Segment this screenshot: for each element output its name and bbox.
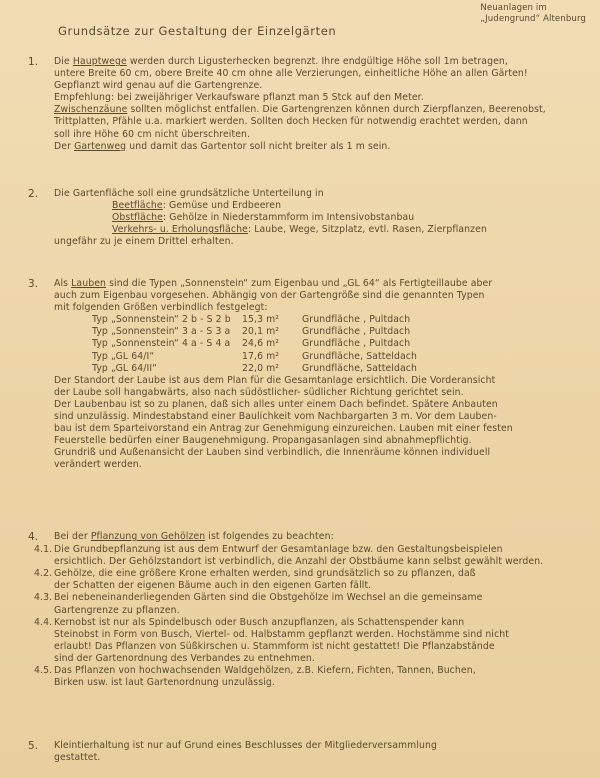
text-line: Grundriß und Außenansicht der Lauben sind verbindlich, die Innenräume können individuell bbox=[54, 447, 491, 459]
arbor-roof: Grundfläche , Pultdach bbox=[302, 338, 411, 350]
section-number: 3. bbox=[28, 278, 39, 290]
text-line: auch zum Eigenbau vorgesehen. Abhängig von der Gartengröße sind die genannten Typen bbox=[54, 290, 485, 302]
arbor-type: Typ „Sonnenstein“ 4 a - S 4 a bbox=[92, 338, 231, 350]
text-line: Beetfläche: Gemüse und Erdbeeren bbox=[112, 200, 282, 212]
arbor-area: 22,0 m² bbox=[242, 362, 280, 374]
text-line: Zwischenzäune sollten möglichst entfallen. Die Gartengrenzen können durch Zierpflanzen, Beerenobst, bbox=[54, 104, 546, 116]
text-line: untere Breite 60 cm, obere Breite 40 cm ohne alle Verzierungen, einheitliche Höhe an allen Gärten! bbox=[54, 68, 528, 80]
text-line: Gepflanzt wird genau auf die Gartengrenze. bbox=[54, 80, 263, 92]
text-line: Obstfläche: Gehölze in Niederstammform im Intensivobstanbau bbox=[112, 212, 415, 224]
text-line: Verkehrs- u. Erholungsfläche: Laube, Wege, Sitzplatz, evtl. Rasen, Zierpflanzen bbox=[112, 224, 487, 236]
arbor-roof: Grundfläche, Satteldach bbox=[302, 350, 417, 362]
arbor-type: Typ „Sonnenstein“ 2 b - S 2 b bbox=[92, 314, 231, 326]
arbor-type: Typ „GL 64/II“ bbox=[92, 362, 158, 374]
text-line: Kleintierhaltung ist nur auf Grund eines Beschlusses der Mitgliederversammlung bbox=[54, 740, 437, 751]
text-line: Die Gartenfläche soll eine grundsätzliche Unterteilung in bbox=[54, 188, 324, 199]
section-4 bbox=[28, 531, 588, 689]
arbor-roof: Grundfläche , Pultdach bbox=[302, 326, 411, 338]
text-line: der Laube soll hangabwärts, also nach südöstlicher- südlicher Richtung gerichtet sein. bbox=[54, 386, 464, 398]
text-line: Empfehlung: bei zweijähriger Verkaufsware pflanzt man 5 Stck auf den Meter. bbox=[54, 92, 424, 104]
arbor-area: 15,3 m² bbox=[242, 314, 280, 326]
arbor-roof: Grundfläche, Satteldach bbox=[302, 362, 417, 374]
arbor-area: 20,1 m² bbox=[242, 326, 280, 338]
section-number: 4. bbox=[28, 531, 39, 543]
corner-note-line: „Judengrund“ Altenburg bbox=[480, 13, 586, 24]
section-1 bbox=[28, 56, 588, 153]
text-line: Trittplatten, Pfähle u.a. markiert werden. Sollten doch Hecken für notwendig erachtet werden, dann bbox=[54, 116, 528, 128]
arbor-roof: Grundfläche , Pultdach bbox=[302, 314, 411, 326]
planting-rule: 4.1. Die Grundbepflanzung ist aus dem Entwurf der Gesamtanlage bzw. den Gestaltungsbeispielen ersichtlich. Der Gehölzstandort ist verbindlich, die Anzahl der Obstbäume kann selbst gewählt werden. bbox=[34, 544, 544, 568]
section-5 bbox=[28, 740, 588, 764]
arbor-type: Typ „Sonnenstein“ 3 a - S 3 a bbox=[92, 326, 231, 338]
text-line: Bei der Pflanzung von Gehölzen ist folgendes zu beachten: bbox=[54, 531, 334, 542]
corner-note-line: Neuanlagen im bbox=[480, 3, 547, 13]
text-line: Feuerstelle bedürfen einer Baugenehmigung. Propangasanlagen sind abnahmepflichtig. bbox=[54, 435, 472, 447]
arbor-area: 24,6 m² bbox=[242, 338, 280, 350]
arbor-types-table bbox=[92, 314, 588, 374]
text-line: Als Lauben sind die Typen „Sonnenstein“ zum Eigenbau und „GL 64“ als Fertigteillaube aber bbox=[54, 278, 493, 289]
text-line: sind unzulässig. Mindestabstand einer Baulichkeit vom Nachbargarten 3 m. Vor dem Lauben- bbox=[54, 411, 497, 423]
text-line: Der Laubenbau ist so zu planen, daß sich alles unter einem Dach befindet. Spätere Anbauten bbox=[54, 398, 498, 410]
text-line: Die Hauptwege werden durch Ligusterhecken begrenzt. Ihre endgültige Höhe soll 1m betragen, bbox=[54, 56, 508, 67]
planting-rule: 4.3. Bei nebeneinanderliegenden Gärten sind die Obstgehölze im Wechsel an die gemeinsame Gartengrenze zu pflanzen. bbox=[34, 592, 483, 616]
planting-rule: 4.5. Das Pflanzen von hochwachsenden Waldgehölzen, z.B. Kiefern, Fichten, Tannen, Buchen, Birken usw. ist laut Gartenordnung unzulässig. bbox=[34, 665, 476, 689]
text-line: gestattet. bbox=[54, 752, 101, 764]
text-line: mit folgenden Größen verbindlich festgelegt: bbox=[54, 302, 268, 314]
section-number: 5. bbox=[28, 740, 39, 752]
text-line: bau ist dem Sparteivorstand ein Antrag zur Genehmigung einzureichen. Lauben mit einer festen bbox=[54, 423, 513, 435]
section-3 bbox=[28, 278, 588, 472]
text-line: verändert werden. bbox=[54, 459, 142, 471]
text-line: soll ihre Höhe 60 cm nicht überschreiten. bbox=[54, 128, 251, 140]
section-number: 2. bbox=[28, 188, 39, 200]
section-number: 1. bbox=[28, 56, 39, 68]
corner-note bbox=[480, 3, 586, 24]
arbor-type: Typ „GL 64/I“ bbox=[92, 350, 155, 362]
text-line: Der Standort der Laube ist aus dem Plan für die Gesamtanlage ersichtlich. Die Vorderansicht bbox=[54, 374, 496, 386]
planting-rule: 4.4. Kernobst ist nur als Spindelbusch oder Busch anzupflanzen, als Schattenspender kann Steinobst in Form von Busch, Viertel- od. Halbstamm gepflanzt werden. Hochstämme sind nicht erlaubt! Das Pflanzen von Süßkirschen u. Stammform ist nicht gestattet! Die Pflanzabstände sind der Gartenordnung des Verbandes zu entnehmen. bbox=[34, 616, 510, 664]
document-title: Grundsätze zur Gestaltung der Einzelgärten bbox=[58, 24, 337, 38]
planting-rule: 4.2. Gehölze, die eine größere Krone erhalten werden, sind grundsätzlich so zu pflanzen, daß der Schatten der eigenen Bäume auch in den eigenen Garten fällt. bbox=[34, 568, 476, 592]
text-line: Der Gartenweg und damit das Gartentor soll nicht breiter als 1 m sein. bbox=[54, 140, 391, 152]
section-2 bbox=[28, 188, 588, 248]
arbor-area: 17,6 m² bbox=[242, 350, 280, 362]
text-line: ungefähr zu je einem Drittel erhalten. bbox=[54, 236, 234, 248]
